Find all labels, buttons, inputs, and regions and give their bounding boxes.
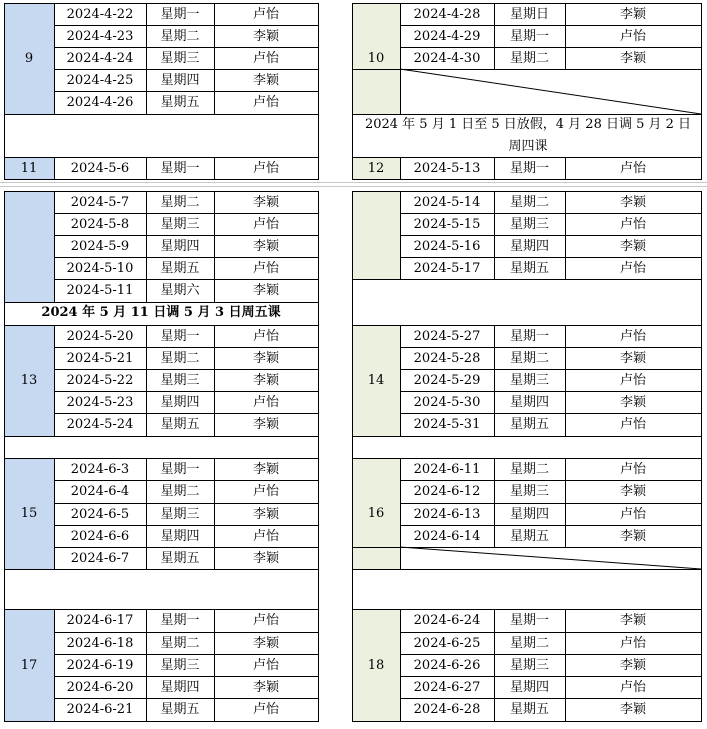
weekday-cell: 星期四: [160, 528, 200, 544]
weekday-cell: 星期一: [160, 328, 200, 344]
teacher-cell: 李颖: [619, 484, 646, 499]
week-number: 13: [20, 373, 38, 388]
weekday-cell: 星期五: [160, 260, 200, 276]
weekday-cell: 星期一: [160, 613, 200, 628]
teacher-cell: 卢怡: [619, 679, 646, 695]
date-cell: 2024-6-11: [413, 461, 481, 477]
weekday-cell: 星期五: [509, 417, 549, 432]
weekday-cell: 星期三: [160, 372, 200, 388]
date-cell: 2024-6-4: [70, 484, 130, 499]
teacher-cell: 李颖: [619, 238, 646, 254]
date-cell: 2024-5-28: [413, 350, 481, 366]
teacher-cell: 李颖: [619, 528, 646, 544]
week-number: 12: [367, 160, 385, 176]
weekday-cell: 星期五: [160, 95, 200, 110]
holiday-note-line1: 2024 年 5 月 1 日至 5 日放假，4 月 28 日调 5 月 2 日: [364, 117, 692, 132]
date-cell: 2024-5-20: [66, 328, 134, 344]
date-cell: 2024-5-13: [413, 160, 481, 176]
date-cell: 2024-4-30: [413, 50, 481, 66]
date-cell: 2024-5-22: [66, 372, 134, 388]
week-number: 11: [20, 160, 38, 176]
date-cell: 2024-6-6: [70, 528, 130, 544]
weekday-cell: 星期五: [509, 702, 549, 717]
teacher-cell: 李颖: [619, 194, 646, 210]
weekday-cell: 星期二: [160, 484, 200, 499]
weekday-cell: 星期三: [509, 484, 549, 499]
teacher-cell: 卢怡: [619, 417, 646, 432]
date-cell: 2024-5-30: [413, 394, 481, 410]
teacher-cell: 卢怡: [252, 50, 279, 66]
teacher-cell: 卢怡: [252, 6, 279, 22]
teacher-cell: 李颖: [252, 28, 279, 44]
teacher-cell: 卢怡: [619, 160, 646, 176]
date-cell: 2024-5-17: [413, 260, 481, 276]
date-cell: 2024-5-31: [413, 417, 481, 432]
date-cell: 2024-6-14: [413, 528, 481, 544]
teacher-cell: 卢怡: [619, 28, 646, 44]
weekday-cell: 星期四: [509, 506, 549, 522]
teacher-cell: 卢怡: [252, 95, 279, 110]
weekday-cell: 星期三: [160, 506, 200, 522]
teacher-cell: 卢怡: [619, 260, 646, 276]
weekday-cell: 星期五: [509, 528, 549, 544]
teacher-cell: 李颖: [252, 679, 279, 695]
teacher-cell: 卢怡: [252, 528, 279, 544]
weekday-cell: 星期五: [160, 550, 200, 566]
weekday-cell: 星期四: [160, 72, 200, 88]
date-cell: 2024-4-29: [413, 28, 481, 44]
date-cell: 2024-6-26: [413, 657, 481, 673]
teacher-cell: 卢怡: [619, 461, 646, 477]
weekday-cell: 星期二: [509, 635, 549, 651]
date-cell: 2024-5-21: [66, 350, 134, 366]
teacher-cell: 李颖: [252, 372, 279, 388]
date-cell: 2024-5-27: [413, 328, 481, 344]
teacher-cell: 卢怡: [252, 484, 279, 499]
teacher-cell: 李颖: [619, 50, 646, 66]
diagonal-line: [400, 69, 701, 114]
week-number: 14: [367, 373, 385, 388]
teacher-cell: 卢怡: [252, 613, 279, 628]
date-cell: 2024-6-7: [70, 550, 130, 566]
date-cell: 2024-6-3: [70, 461, 130, 477]
teacher-cell: 李颖: [252, 550, 279, 566]
date-cell: 2024-6-12: [413, 484, 481, 499]
date-cell: 2024-6-17: [66, 613, 134, 628]
weekday-cell: 星期一: [160, 160, 200, 176]
date-cell: 2024-5-7: [70, 194, 130, 210]
date-cell: 2024-4-25: [66, 72, 134, 88]
teacher-cell: 李颖: [252, 635, 279, 651]
date-cell: 2024-6-19: [66, 657, 134, 673]
teacher-cell: 李颖: [619, 6, 646, 22]
date-cell: 2024-6-28: [413, 702, 481, 717]
date-cell: 2024-5-15: [413, 216, 481, 232]
weekday-cell: 星期二: [509, 461, 549, 477]
week-number: 16: [367, 506, 385, 521]
weekday-cell: 星期四: [160, 394, 200, 410]
teacher-cell: 李颖: [252, 194, 279, 210]
date-cell: 2024-6-18: [66, 635, 134, 651]
holiday-note-line2: 周四课: [508, 139, 548, 154]
date-cell: 2024-5-6: [70, 160, 130, 176]
date-cell: 2024-6-25: [413, 635, 481, 651]
date-cell: 2024-4-24: [66, 50, 134, 66]
weekday-cell: 星期五: [509, 260, 549, 276]
weekday-cell: 星期二: [160, 28, 200, 44]
teacher-cell: 李颖: [252, 461, 279, 477]
teacher-cell: 卢怡: [252, 160, 279, 176]
date-cell: 2024-6-13: [413, 506, 481, 522]
weekday-cell: 星期四: [160, 679, 200, 695]
weekday-cell: 星期三: [509, 372, 549, 388]
date-cell: 2024-5-14: [413, 194, 481, 210]
date-cell: 2024-6-20: [66, 679, 134, 695]
teacher-cell: 李颖: [619, 702, 646, 717]
weekday-cell: 星期二: [160, 350, 200, 366]
weekday-cell: 星期一: [509, 28, 549, 44]
teacher-cell: 李颖: [619, 394, 646, 410]
makeup-note: 2024 年 5 月 11 日调 5 月 3 日周五课: [41, 305, 281, 320]
weekday-cell: 星期三: [509, 657, 549, 673]
weekday-cell: 星期一: [509, 613, 549, 628]
weekday-cell: 星期五: [160, 417, 200, 432]
weekday-cell: 星期一: [160, 6, 200, 22]
teacher-cell: 卢怡: [252, 260, 279, 276]
weekday-cell: 星期三: [160, 50, 200, 66]
weekday-cell: 星期二: [509, 194, 549, 210]
teacher-cell: 卢怡: [252, 216, 279, 232]
teacher-cell: 李颖: [252, 72, 279, 88]
weekday-cell: 星期一: [509, 328, 549, 344]
week-number: 18: [367, 657, 385, 673]
teacher-cell: 卢怡: [619, 372, 646, 388]
date-cell: 2024-6-21: [66, 702, 134, 717]
weekday-cell: 星期一: [509, 160, 549, 176]
weekday-cell: 星期三: [160, 216, 200, 232]
teacher-cell: 李颖: [252, 350, 279, 366]
teacher-cell: 李颖: [252, 417, 279, 432]
teacher-cell: 卢怡: [619, 216, 646, 232]
weekday-cell: 星期四: [509, 679, 549, 695]
date-cell: 2024-5-29: [413, 372, 481, 388]
weekday-cell: 星期日: [509, 6, 549, 22]
date-cell: 2024-5-16: [413, 238, 481, 254]
date-cell: 2024-4-26: [66, 95, 134, 110]
teacher-cell: 卢怡: [252, 702, 279, 717]
date-cell: 2024-5-10: [66, 260, 134, 276]
date-cell: 2024-4-22: [66, 6, 134, 22]
teacher-cell: 李颖: [619, 613, 646, 628]
weekday-cell: 星期四: [509, 394, 549, 410]
weekday-cell: 星期四: [509, 238, 549, 254]
date-cell: 2024-5-11: [66, 283, 134, 298]
date-cell: 2024-4-28: [413, 6, 481, 22]
weekday-cell: 星期五: [160, 702, 200, 717]
date-cell: 2024-4-23: [66, 28, 134, 44]
week-number: 17: [20, 657, 38, 673]
date-cell: 2024-6-24: [413, 613, 481, 628]
teacher-cell: 卢怡: [252, 394, 279, 410]
week-number: 10: [367, 51, 385, 66]
teacher-cell: 卢怡: [619, 635, 646, 651]
weekday-cell: 星期二: [160, 635, 200, 651]
date-cell: 2024-6-27: [413, 679, 481, 695]
teacher-cell: 李颖: [252, 283, 279, 298]
teacher-cell: 李颖: [619, 657, 646, 673]
date-cell: 2024-5-9: [70, 238, 130, 254]
weekday-cell: 星期一: [160, 461, 200, 477]
week-number: 9: [24, 51, 34, 66]
teacher-cell: 李颖: [252, 238, 279, 254]
weekday-cell: 星期六: [160, 283, 200, 298]
date-cell: 2024-5-24: [66, 417, 134, 432]
weekday-cell: 星期二: [509, 50, 549, 66]
date-cell: 2024-6-5: [70, 506, 130, 522]
weekday-cell: 星期三: [160, 657, 200, 673]
teacher-cell: 李颖: [619, 350, 646, 366]
teacher-cell: 李颖: [252, 506, 279, 522]
weekday-cell: 星期二: [509, 350, 549, 366]
teacher-cell: 卢怡: [252, 328, 279, 344]
diagonal-line: [400, 547, 701, 569]
teacher-cell: 卢怡: [619, 506, 646, 522]
weekday-cell: 星期四: [160, 238, 200, 254]
week-number: 15: [20, 506, 38, 521]
teacher-cell: 卢怡: [252, 657, 279, 673]
weekday-cell: 星期三: [509, 216, 549, 232]
teacher-cell: 卢怡: [619, 328, 646, 344]
weekday-cell: 星期二: [160, 194, 200, 210]
date-cell: 2024-5-23: [66, 394, 134, 410]
date-cell: 2024-5-8: [70, 216, 130, 232]
holiday-note: [352, 114, 704, 158]
